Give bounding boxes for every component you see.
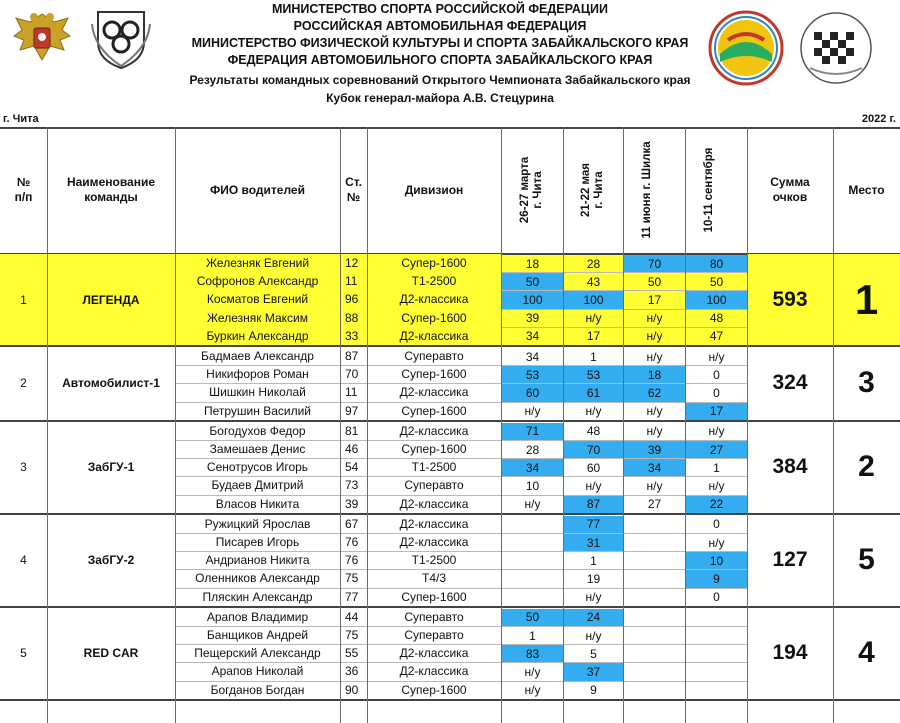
- stage-score: 77: [564, 516, 623, 533]
- start-number: 90: [345, 682, 359, 697]
- stage-score: 87: [564, 496, 623, 513]
- stage-score: [686, 609, 747, 626]
- start-number: 77: [345, 589, 359, 604]
- team-name: ЗабГУ-1: [87, 460, 135, 475]
- start-number: 44: [345, 609, 359, 624]
- stage-score: 27: [686, 441, 747, 458]
- driver-name: Косматов Евгений: [175, 290, 340, 308]
- driver-name: Железняк Максим: [175, 309, 340, 327]
- header-line-raf: РОССИЙСКАЯ АВТОМОБИЛЬНАЯ ФЕДЕРАЦИЯ: [293, 19, 587, 33]
- stage-score: [624, 663, 685, 680]
- start-number: 76: [345, 535, 359, 550]
- stage-score: [624, 645, 685, 662]
- driver-name: Арапов Владимир: [206, 609, 309, 624]
- stage-score: 18: [502, 255, 563, 272]
- stage-score: 34: [624, 459, 685, 476]
- team-place: 3: [858, 366, 875, 400]
- division: Супер-1600: [401, 442, 467, 457]
- stage-score: 53: [502, 366, 563, 383]
- start-number: 11: [345, 385, 358, 400]
- results-table: [0, 111, 900, 723]
- stage-score: 17: [564, 328, 623, 345]
- start-number: 39: [345, 496, 359, 511]
- stage-score: н/у: [708, 535, 725, 550]
- column-header-driver: ФИО водителей: [210, 182, 305, 197]
- stage-score: 24: [564, 609, 623, 626]
- stage-score: 100: [564, 291, 623, 308]
- row-divider: [0, 699, 900, 701]
- stage-score: [686, 682, 747, 699]
- stage-score: 50: [502, 609, 563, 626]
- stage-score: н/у: [646, 404, 663, 419]
- division: Д2-классика: [399, 496, 469, 511]
- stage-score: н/у: [564, 310, 623, 327]
- stage-score: 100: [502, 291, 563, 308]
- column-header-team: Наименование команды: [66, 175, 156, 204]
- division: Т4/3: [421, 571, 446, 586]
- division: Супер-1600: [367, 254, 501, 272]
- stage-score: н/у: [524, 664, 541, 679]
- driver-name: Власов Никита: [215, 496, 300, 511]
- team-name: ЗабГУ-2: [87, 553, 135, 568]
- team-place: 2: [858, 450, 875, 484]
- stage-score: н/у: [585, 628, 602, 643]
- stage-score: 28: [564, 255, 623, 272]
- stage-score: 60: [502, 384, 563, 401]
- start-number: 88: [340, 309, 367, 327]
- team-number: 1: [0, 254, 47, 345]
- stage-score: 100: [686, 291, 747, 308]
- driver-name: Бадмаев Александр: [201, 349, 314, 364]
- stage-score: 60: [586, 460, 601, 475]
- stage-score: н/у: [646, 424, 663, 439]
- stage-score: 18: [624, 366, 685, 383]
- stage-score: 34: [502, 459, 563, 476]
- header-line-regional-ministry: МИНИСТЕРСТВО ФИЗИЧЕСКОЙ КУЛЬТУРЫ И СПОРТА ЗАБАЙКАЛЬСКОГО КРАЯ: [191, 36, 689, 50]
- driver-name: Богданов Богдан: [210, 682, 305, 697]
- stage-score: 22: [686, 496, 747, 513]
- stage-score: [624, 552, 685, 569]
- division: Т1-2500: [411, 460, 457, 475]
- column-divider: [47, 127, 48, 723]
- stage-score: н/у: [524, 683, 541, 698]
- city-label: г. Чита: [3, 113, 39, 125]
- stage-score: [502, 552, 563, 569]
- team-place: 1: [833, 254, 900, 345]
- stage-score: 80: [686, 255, 747, 272]
- stage-score: н/у: [585, 478, 602, 493]
- column-header-division: Дивизион: [404, 182, 464, 197]
- stage-score: 1: [529, 628, 536, 643]
- column-header-stage2: 21-22 мая г. Чита: [580, 162, 605, 218]
- column-divider: [367, 127, 368, 723]
- column-divider: [685, 127, 686, 723]
- stage-score: 50: [686, 273, 747, 290]
- division: Д2-классика: [399, 646, 469, 661]
- driver-name: Петрушин Василий: [203, 403, 311, 418]
- stage-score: 28: [525, 442, 540, 457]
- stage-score: 39: [502, 310, 563, 327]
- driver-name: Никифоров Роман: [206, 367, 309, 382]
- start-number: 67: [345, 516, 359, 531]
- start-number: 87: [345, 349, 359, 364]
- stage-score: [502, 516, 563, 533]
- stage-score: 37: [564, 663, 623, 680]
- driver-name: Пещерский Александр: [194, 646, 321, 661]
- stage-score: н/у: [624, 310, 685, 327]
- driver-name: Андрианов Никита: [205, 553, 310, 568]
- row-divider: [0, 127, 900, 129]
- division: Д2-классика: [399, 535, 469, 550]
- column-header-sum: Сумма очков: [770, 175, 810, 204]
- driver-name: Софронов Александр: [175, 272, 340, 290]
- stage-score: н/у: [646, 349, 663, 364]
- column-divider: [175, 127, 176, 723]
- start-number: 33: [340, 327, 367, 345]
- division: Т1-2500: [367, 272, 501, 290]
- stage-score: [686, 645, 747, 662]
- team-sum: 324: [772, 371, 808, 395]
- team-sum: 384: [772, 455, 808, 479]
- team-name: RED CAR: [83, 646, 139, 661]
- division: Д2-классика: [367, 327, 501, 345]
- team-name: Автомобилист-1: [62, 376, 160, 391]
- stage-score: 1: [590, 349, 597, 364]
- start-number: 97: [345, 403, 359, 418]
- stage-score: 48: [686, 310, 747, 327]
- stage-score: н/у: [524, 404, 541, 419]
- stage-score: 50: [624, 273, 685, 290]
- division: Суперавто: [404, 349, 464, 364]
- driver-name: Пляскин Александр: [202, 589, 313, 604]
- stage-score: 34: [502, 328, 563, 345]
- start-number: 70: [345, 367, 359, 382]
- stage-score: [686, 663, 747, 680]
- driver-name: Ружицкий Ярослав: [204, 516, 311, 531]
- start-number: 76: [345, 553, 359, 568]
- division: Д2-классика: [399, 664, 469, 679]
- russian-emblem-icon: [10, 8, 74, 68]
- stage-score: 43: [564, 273, 623, 290]
- division: Супер-1600: [367, 309, 501, 327]
- team-place: 4: [858, 636, 875, 670]
- stage-score: [502, 534, 563, 551]
- stage-score: 19: [586, 571, 601, 586]
- column-divider: [340, 127, 341, 723]
- stage-score: 71: [502, 423, 563, 440]
- stage-score: 39: [624, 441, 685, 458]
- stage-score: 10: [686, 552, 747, 569]
- division: Д2-классика: [399, 423, 469, 438]
- year-label: 2022 г.: [861, 113, 896, 125]
- stage-score: 17: [624, 291, 685, 308]
- document-header: [0, 0, 900, 111]
- driver-name: Богодухов Федор: [209, 423, 306, 438]
- team-sum: 593: [747, 254, 833, 345]
- stage-score: 1: [713, 460, 720, 475]
- raf-logo-icon: [88, 8, 154, 70]
- driver-name: Будаев Дмитрий: [211, 478, 304, 493]
- stage-score: [624, 682, 685, 699]
- stage-score: 47: [686, 328, 747, 345]
- stage-score: н/у: [708, 424, 725, 439]
- driver-name: Железняк Евгений: [175, 254, 340, 272]
- stage-score: [502, 589, 563, 606]
- stage-score: 0: [713, 367, 720, 382]
- column-header-stage1: 26-27 марта г. Чита: [519, 156, 544, 224]
- checkered-flag-logo-icon: [798, 10, 874, 86]
- column-divider: [623, 127, 624, 723]
- division: Т1-2500: [411, 553, 457, 568]
- start-number: 75: [345, 571, 359, 586]
- start-number: 55: [345, 646, 359, 661]
- stage-score: н/у: [624, 328, 685, 345]
- team-number: 4: [20, 553, 27, 568]
- stage-score: 50: [502, 273, 563, 290]
- header-line-regional-federation: ФЕДЕРАЦИЯ АВТОМОБИЛЬНОГО СПОРТА ЗАБАЙКАЛЬСКОГО КРАЯ: [227, 53, 653, 67]
- division: Супер-1600: [401, 589, 467, 604]
- stage-score: [624, 627, 685, 644]
- stage-score: 83: [502, 645, 563, 662]
- division: Супер-1600: [401, 367, 467, 382]
- stage-score: [624, 516, 685, 533]
- column-header-place: Место: [848, 182, 885, 197]
- start-number: 54: [345, 460, 359, 475]
- stage-score: 9: [590, 683, 597, 698]
- division: Д2-классика: [399, 385, 469, 400]
- driver-name: Сенотрусов Игорь: [206, 460, 309, 475]
- stage-score: н/у: [708, 478, 725, 493]
- column-header-start: Ст. №: [345, 175, 362, 204]
- stage-score: 9: [686, 570, 747, 587]
- start-number: 36: [345, 664, 359, 679]
- stage-score: [624, 570, 685, 587]
- stage-score: [624, 534, 685, 551]
- start-number: 75: [345, 628, 359, 643]
- stage-score: н/у: [585, 404, 602, 419]
- division: Супер-1600: [401, 682, 467, 697]
- stage-score: 70: [564, 441, 623, 458]
- division: Суперавто: [404, 628, 464, 643]
- team-place: 5: [858, 543, 875, 577]
- stage-score: 0: [713, 590, 720, 605]
- division: Суперавто: [404, 478, 464, 493]
- stage-score: 62: [624, 384, 685, 401]
- team-number: 3: [20, 460, 27, 475]
- start-number: 11: [340, 272, 367, 290]
- stage-score: 31: [564, 534, 623, 551]
- team-number: 5: [20, 646, 27, 661]
- column-header-stage3: 11 июня г. Шилка: [641, 141, 653, 239]
- team-sum: 127: [772, 548, 808, 572]
- column-divider: [501, 127, 502, 723]
- header-line-results-title: Результаты командных соревнований Открытого Чемпионата Забайкальского края: [189, 73, 691, 87]
- start-number: 46: [345, 442, 359, 457]
- stage-score: 61: [564, 384, 623, 401]
- stage-score: 5: [590, 646, 597, 661]
- stage-score: 53: [564, 366, 623, 383]
- column-header-stage4: 10-11 сентября: [703, 147, 715, 233]
- column-divider: [563, 127, 564, 723]
- stage-score: 0: [713, 385, 720, 400]
- team-name: ЛЕГЕНДА: [47, 254, 175, 345]
- driver-name: Оленников Александр: [195, 571, 320, 586]
- driver-name: Шишкин Николай: [209, 385, 306, 400]
- team-number: 2: [20, 376, 27, 391]
- stage-score: 0: [713, 517, 720, 532]
- division: Супер-1600: [401, 403, 467, 418]
- start-number: 73: [345, 478, 359, 493]
- stage-score: 70: [624, 255, 685, 272]
- driver-name: Банщиков Андрей: [206, 628, 309, 643]
- driver-name: Буркин Александр: [175, 327, 340, 345]
- stage-score: н/у: [524, 497, 541, 512]
- column-divider: [833, 127, 834, 723]
- stage-score: 34: [525, 349, 540, 364]
- start-number: 12: [340, 254, 367, 272]
- stage-score: н/у: [708, 349, 725, 364]
- header-line-ministry-sport: МИНИСТЕРСТВО СПОРТА РОССИЙСКОЙ ФЕДЕРАЦИИ: [271, 2, 608, 16]
- driver-name: Арапов Николай: [211, 664, 304, 679]
- stage-score: 1: [590, 553, 597, 568]
- stage-score: н/у: [585, 590, 602, 605]
- stage-score: 48: [586, 424, 601, 439]
- header-line-cup-title: Кубок генерал-майора А.В. Стецурина: [326, 91, 554, 105]
- stage-score: 27: [647, 497, 662, 512]
- start-number: 96: [340, 290, 367, 308]
- stage-score: н/у: [646, 478, 663, 493]
- team-sum: 194: [772, 641, 808, 665]
- driver-name: Замешаев Денис: [209, 442, 306, 457]
- column-divider: [747, 127, 748, 723]
- start-number: 81: [345, 423, 359, 438]
- division: Д2-классика: [399, 516, 469, 531]
- driver-name: Писарев Игорь: [215, 535, 300, 550]
- column-header-num: № п/п: [14, 175, 33, 204]
- division: Суперавто: [404, 609, 464, 624]
- stage-score: [624, 609, 685, 626]
- division: Д2-классика: [367, 290, 501, 308]
- stage-score: [686, 627, 747, 644]
- stage-score: [624, 589, 685, 606]
- stage-score: 17: [686, 403, 747, 420]
- stage-score: [502, 570, 563, 587]
- stage-score: 10: [525, 478, 540, 493]
